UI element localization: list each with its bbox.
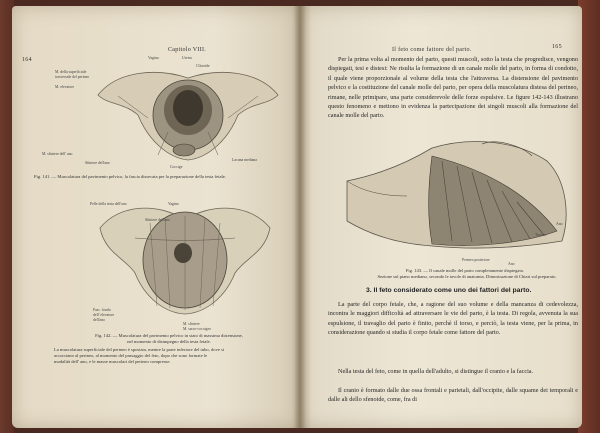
fig141-label-top3: Clitoride (196, 64, 210, 68)
fig142-label-l1: Fasc. fondo (93, 308, 111, 312)
fig143-label-b1: Perineo posteriore (462, 258, 490, 262)
fig142-label-b1: M. sfintere (183, 322, 200, 326)
fig142-caption-line3: La muscolatura superficiale del perineo è spostata, mentre la parte inferiore del tubo, dove si (54, 347, 225, 352)
fig141-label-br1: Coccige (170, 165, 183, 169)
fig143-label-r1: Ano (556, 222, 563, 226)
fig142-label-b2: M. sacro-coccigeo (183, 327, 212, 331)
figure-141-illustration (88, 60, 288, 170)
fig142-label-t3: Sfintere dell'ano (145, 218, 170, 222)
right-paragraph-2 (328, 300, 578, 338)
fig141-label-top2: Uretra (182, 56, 192, 60)
fig143-caption-line1: Fig. 143. — Il canale molle del parto completamente dispiegato. (405, 268, 525, 273)
fig142-caption-line4: accorciano al perineo, al momento del passaggio del feto, dopo che sono formate le (54, 353, 208, 358)
fig143-label-r2: Testuro (535, 233, 547, 237)
left-page-number: 164 (22, 57, 32, 63)
section-heading: 3. Il feto considerato come uno dei fattori del parto. (366, 287, 532, 294)
fig141-label-tl1: M. della superficiale (55, 70, 87, 74)
fig142-caption-line1: Fig. 142. — Muscolatura del pavimento pelvico in stato di massima distensione, (95, 333, 243, 338)
fig141-label-tl2: trasversale del perineo (55, 75, 90, 79)
book-gutter (294, 6, 306, 428)
right-running-head: Il feto come fattore del parto. (392, 47, 472, 53)
right-paragraph-3 (328, 367, 578, 376)
right-paragraph-4 (328, 386, 578, 405)
right-paragraph-1 (328, 55, 578, 121)
fig141-label-tl3: M. elevatore (55, 85, 75, 89)
fig141-caption: Fig. 141. — Muscolatura del pavimento pelvico, la fascia dissecata per la preparazione della testa fetale. (34, 174, 226, 179)
fig141-label-bl2: Sfintere dell'ano (85, 161, 110, 165)
right-page-number: 165 (552, 44, 562, 50)
fig141-label-bl1: M. sfintere dell' ano (42, 152, 73, 156)
fig142-caption-line5: modalità dell' ano, e le masse muscolari del perineo compresse. (54, 359, 171, 364)
fig141-label-top1: Vagina (148, 56, 159, 60)
fig143-caption-line2: Sezione sul piano mediano, secondo le tavole di anatomia. Dimostrazione di Chiari sul preparato. (377, 274, 557, 279)
figure-143-illustration (332, 136, 572, 266)
paragraph-text: Il cranio è formato dalle due ossa frontali e parietali, dall'occipite, dalle squame dei temporali e dalle ali dello sfenoide, come, fra di (328, 387, 578, 404)
left-running-head: Capitolo VIII. (168, 47, 207, 53)
paragraph-text: Per la prima volta al momento del parto, questi muscoli, sotto la testa che progredisce, vengono dispiegati, tesi e distesi: Ne risulta la formazione di un canale molle del parto, in forma di condotto, il quale viene proporzionale al volume della testa che l'attraversa. La distensione del pavimento pelvico e la costituzione del canale molle del parto, per opera della muscolatura distesa del perineo, rimane, nelle primipare, una parte considerevole delle forze espulsive. Le figure 142-143 illustrano questo fenomeno e mettono in evidenza la partecipazione dei singoli muscoli alla formazione del canale molle del parto. (328, 56, 578, 120)
paragraph-text: Nella testa del feto, come in quella dell'adulto, si distingue il cranio e la faccia. (338, 368, 534, 375)
fig142-label-l2: dell' elevatore (93, 313, 115, 317)
figure-142-illustration (95, 198, 275, 318)
fig142-caption-line2: nel momento di disimpegno della testa fetale. (127, 339, 211, 344)
fig141-label-br2: Lacuna mediana (232, 158, 257, 162)
fig142-label-t1: Pelle della testa dell'ano (90, 202, 127, 206)
paragraph-text: La parte del corpo fetale, che, a ragione del suo volume e della mancanza di cedevolezza, incontra le maggiori difficoltà ad attraversare le vie del parto, è la testa. Di regola, avvenuta la sua espulsione, il travaglio del parto è finito, perchè il torso, e perciò, la testa viene, per la prima, in considerazione quando si studia il corpo fetale come fattore del parto. (328, 301, 578, 337)
fig142-label-t2: Vagina (168, 202, 179, 206)
fig142-label-l3: dell'ano (93, 318, 105, 322)
fig143-label-b2: Ano (508, 262, 515, 266)
